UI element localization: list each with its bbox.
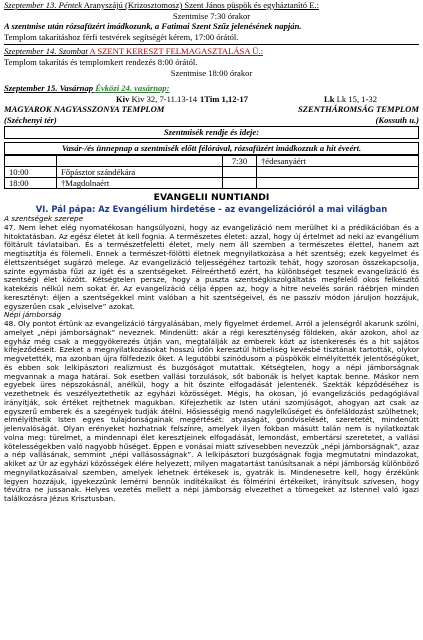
church-names-row (4, 104, 419, 115)
masses-note-box (4, 142, 419, 155)
table-row: 10:00 Főpásztor szándékára (5, 166, 419, 177)
church-right-name: SZENTHÁROMSÁG TEMPLOM (297, 104, 419, 115)
day-feast: Aranyszájú (Krizosztomosz) Szent János püspök és egyháztanító E.: (82, 0, 320, 10)
article-subtitle: VI. Pál pápa: Az Evangélium hirdetése - az evangelizációról a mai világban (35, 204, 388, 215)
church-places-row (4, 115, 419, 126)
section-text: 48. Oly pontot értünk az evangelizáció tárgyalásában, mely figyelmet érdemel. Arról a jelenségről akarunk szólni, amelyet „népi jámborságnak” neveznek. Mindenütt: akár a régi kereszténység földeken, akár azokon, ahol az egyház még csak a meggyökerezés útján van, megtalálják az emberek közt az istenkeresés és a hit sajátos kifejeződéseit. Ezeket a megnyilatkozásokat hosszú időn keresztül hitbeliség kevésbé tisztának tartották, olykor megvetették, ma azonban újra fölfedezik őket. A legutóbbi szinódusom a püspökök elmélyítették jelentőségüket, és ebben sok lelkipásztori realizmust és buzgóságot mutattak. Kétségtelen, hogy a népi jámborságnak megvannak a maga határai. Sok esetben vallási torzulások, sőt babonák is helyet kaptak benne. Máskor nem egyebek üres népszokásnál, anélkül, hogy a hit őszinte elfogadását jelentenék. Szekták képződéséhez is vezethetnek és veszélyeztethetik az egyházi közösséget. Mégis, ha okosan, jó evangelizációs pedagógiával irányítják, sok értéket rejthetnek magukban. Kifejezhetik az Isten utáni szomjúságot, ahogyan azt csak az egyszerű emberek és a szegények tudják átélni. Hősiességig menő nagylelkűséget és önfeláldozást szülhetnek; elmélyíthetik Isten egyes tulajdonságainak megértését: atyaságát, gondviselését, szeretetét, mindenütt jelenvalóságát. Olyan erényeket hozhatnak felszínre, amelyek ilyen fokban másutt talán nem is nyilatkoztak volna meg: türelmet, a mindennapi élet keresztjeinek elfogadását, lemondást, embertársi szeretetet, a vallási kötelességekben való nagyobb hűséget. Éppen e vonásai miatt szívesebben nevezzük „népi jámborságnak”, azaz a nép vallásának, semmint „népi vallásosságnak”. A lelkipásztori buzgóságnak fogja megmutatni mindazokat, akiket az Úr az egyházi közösségek élére helyezett, milyen magatartást tanúsítsanak a népi jámborság különböző megnyilatkozásaival szemben, amelyek lehetnek értékesek is, gyatrák is. Mindenesetre kell, hogy érzékünk legyen hozzájuk, igyekezzünk lemérni bennük indítékaikat és fölméríni értékeiket, irányítsuk szívesen, hogy tévútra ne jussanak. Helyes vezetés mellett a népi jámborság elvezethet a tömegeket az Istennel való igazi találkozásra Jézus Krisztusban. (4, 319, 419, 504)
section-heading: A szentségek szerepe (4, 214, 84, 224)
schedule-day-friday (4, 0, 419, 11)
church-right-place: (Kossuth u.) (375, 114, 419, 125)
article-title: EVANGELII NUNTIANDI (153, 192, 270, 204)
reading-second: 1Tim 1,12-17 (199, 93, 249, 104)
masses-note: Vasár-/és ünnepnap a szentmisék előtt félórával, rózsafüzért imádkozzuk a hit éveért. (61, 142, 362, 153)
day-date: Szeptember 14. Szombat (4, 46, 88, 57)
masses-title: Szentmisék rendje és ideje: (163, 126, 260, 137)
section-text: 47. Nem lehet elég nyomatékosan hangsúlyozni, hogy az evangelizáció nem merülhet ki a prédikációban és a hitoktatásban. Az egész életet át kell fognia. A természetes életet: azzal, hogy új értelmet ad neki az evangélium föltárult távlataiban. És a természetfeletti életet, mely nem áll szemben a természetes élettel, hanem azt megtisztítja és fölemeli. Ennek a természet-fölötti életnek megnyilatkozása a hét szentség; ezek kegyelmet és élettszentséget sugárzó melege. Az evangelizáció teljességéhez tartozik tehát, hogy szorosan összekapcsolja, szinte egymásba fűzi az igét és a szentségeket. Félreérthető ezért, ha különbséget tesznek evangelizáció és szentségi élet között. Kétségtelen persze, hogy a puszta szentségkiszolgáltatás megfelelő okos felkészítő katekézis nélkül nem sokat ér. Az evangelizáció célja éppen az, hogy a hitre nevelés során ráébrjen minden keresztényt: éljen a szentségekkel mint valóban a hit szentségeivel, és ne passzív módon járuljon hozzájuk, egyszerűen csak „elviselve” azokat. (4, 222, 419, 311)
church-left-place: (Széchenyi tér) (4, 114, 57, 125)
friday-cleaning-note: Templom takarításhoz férfi testvérek segítségét kérem, 17:00 órától. (4, 31, 239, 42)
table-row: 18:00 †Magdolnaért (5, 177, 419, 188)
day-feast: Évközi 24. vasárnap: (93, 83, 170, 94)
day-date: Szeptember 15. Vasárnap (4, 83, 94, 94)
day-feast: A SZENT KERESZT FELMAGASZTALÁSA Ü.: (87, 46, 263, 57)
reading-first: Kiv Kiv 32, 7-11.13-14 (116, 93, 198, 104)
masses-box (4, 126, 419, 139)
schedule-day-sunday (4, 83, 419, 94)
friday-rosary-note: A szentmise után rózsafüzért imádkozunk, a Fatimai Szent Szűz jelenésének napján. (4, 21, 302, 32)
masses-table (4, 155, 419, 190)
reading-gospel: Lk Lk 15, 1-32 (324, 93, 378, 104)
table-row: 7:30 †édesanyáért (5, 155, 419, 166)
friday-mass-time: Szentmise 7:30 órakor (172, 10, 251, 21)
saturday-mass-time: Szentmise 18:00 órakor (170, 67, 253, 78)
section-heading: Népi jámborság (4, 310, 62, 320)
schedule-day-saturday (4, 46, 419, 57)
saturday-cleaning-note: Templom takarítás és templomkert rendezés 8:00 órától. (4, 56, 198, 67)
church-left-name: MAGYAROK NAGYASSZONYA TEMPLOM (4, 104, 165, 115)
day-date: Szeptember 13. Péntek (4, 0, 83, 10)
article-body (4, 215, 419, 504)
readings-row (4, 94, 419, 105)
divider (4, 44, 419, 45)
